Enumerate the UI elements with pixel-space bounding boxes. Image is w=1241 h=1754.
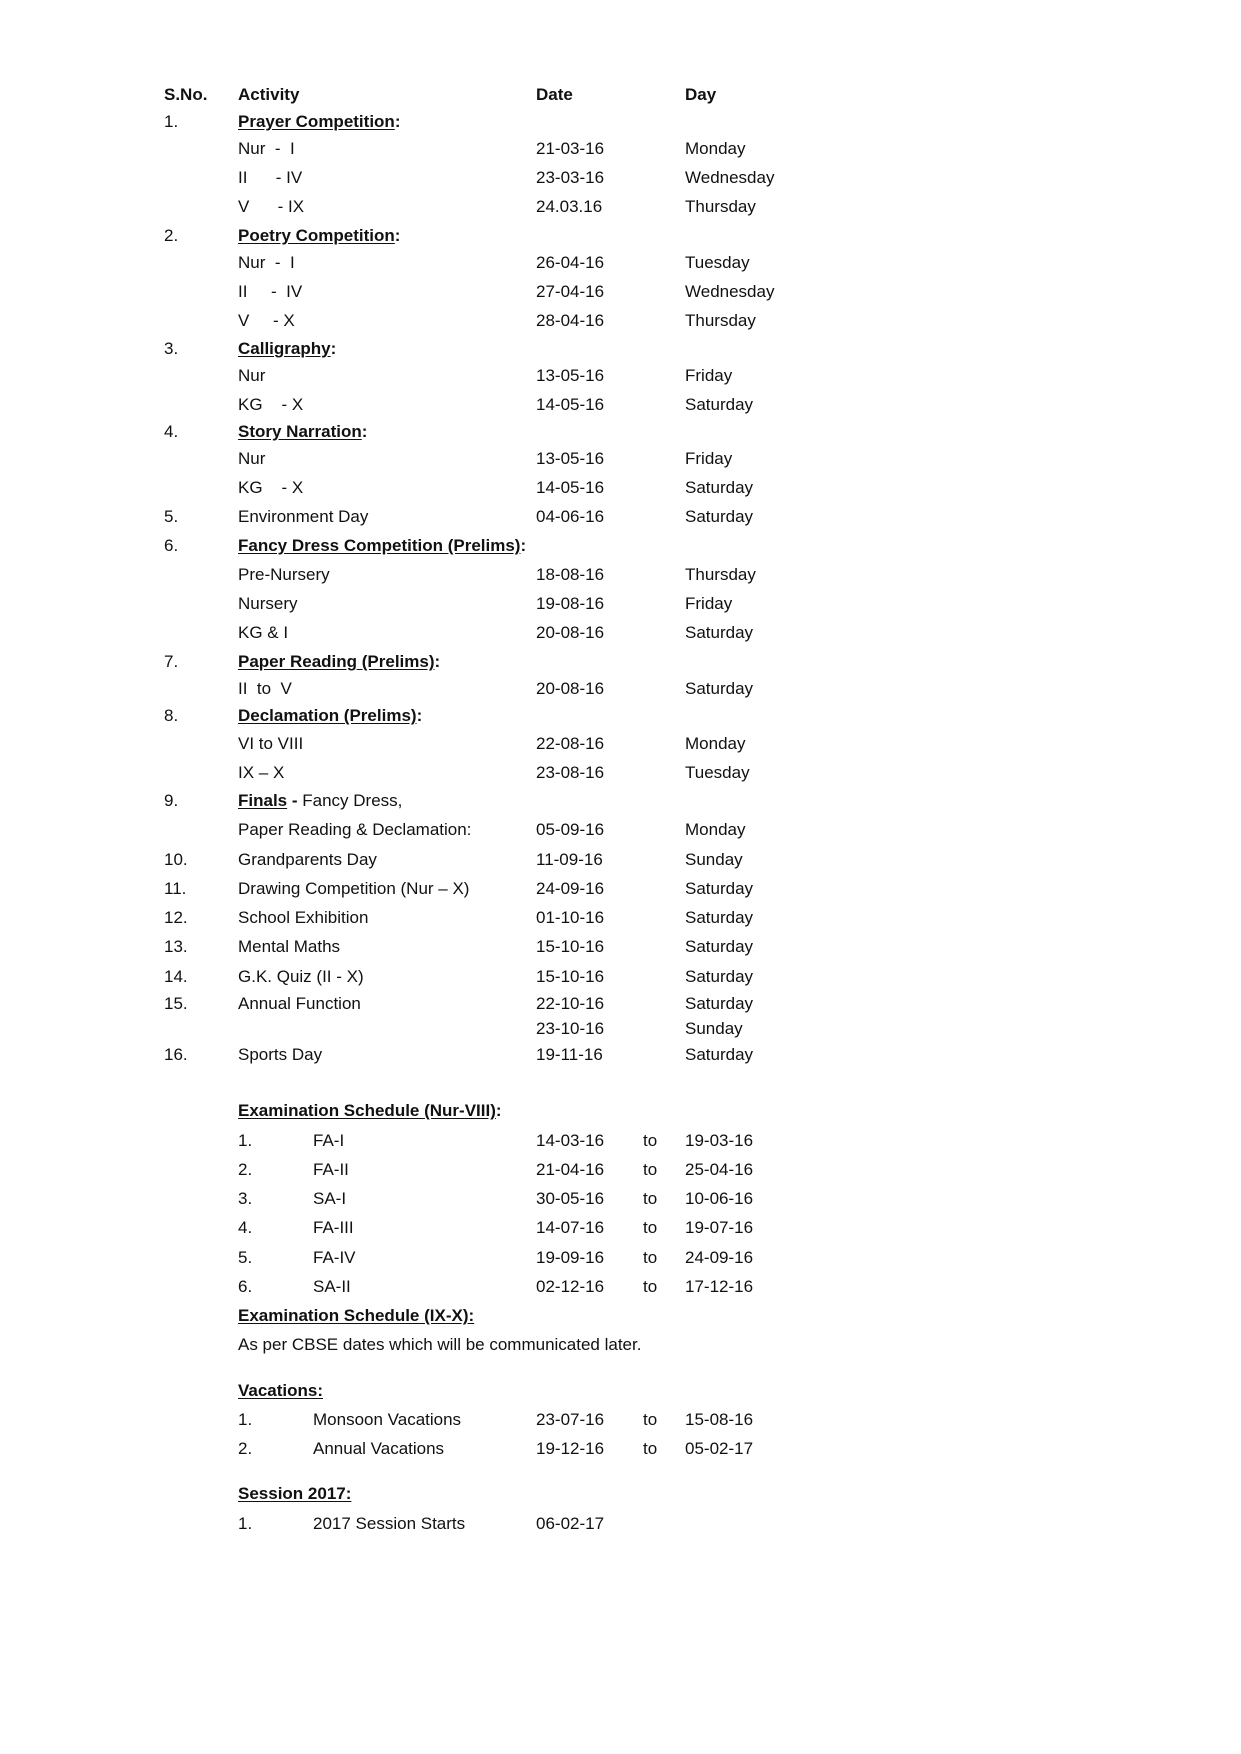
- activity-date: 27-04-16: [536, 282, 605, 301]
- activity-day: Saturday: [685, 623, 754, 642]
- activity-section-title: Finals: [238, 791, 288, 810]
- exam-name: FA-I: [313, 1131, 345, 1150]
- to-word: to: [643, 1218, 658, 1237]
- activity-day: Thursday: [685, 311, 756, 330]
- activity-label: Annual Function: [238, 994, 361, 1013]
- activity-day: Friday: [685, 366, 733, 385]
- serial-number: 7.: [164, 652, 179, 671]
- exam-name: SA-II: [313, 1277, 351, 1296]
- activity-label: V - X: [238, 311, 295, 330]
- activity-day: Wednesday: [685, 282, 775, 301]
- exam-start-date: 19-09-16: [536, 1248, 605, 1267]
- exam-start-date: 02-12-16: [536, 1277, 605, 1296]
- to-word: to: [643, 1131, 658, 1150]
- activity-day: Tuesday: [685, 253, 750, 272]
- activity-day: Tuesday: [685, 763, 750, 782]
- activity-day: Saturday: [685, 967, 754, 986]
- serial-number: 9.: [164, 791, 179, 810]
- activity-date: 18-08-16: [536, 565, 605, 584]
- exam-start-date: 14-03-16: [536, 1131, 605, 1150]
- activity-label: Nur - I: [238, 253, 295, 272]
- serial-number: 15.: [164, 994, 188, 1013]
- exam-start-date: 30-05-16: [536, 1189, 605, 1208]
- exam-end-date: 24-09-16: [685, 1248, 754, 1267]
- exam-start-date: 14-07-16: [536, 1218, 605, 1237]
- heading-rest: Fancy Dress,: [302, 791, 403, 810]
- activity-label: Nur - I: [238, 139, 295, 158]
- to-word: to: [643, 1189, 658, 1208]
- activity-date: 05-09-16: [536, 820, 605, 839]
- heading-separator: :: [330, 339, 337, 358]
- activity-day: Saturday: [685, 679, 754, 698]
- heading-separator: :: [361, 422, 368, 441]
- vacation-end-date: 15-08-16: [685, 1410, 754, 1429]
- activity-section-heading: [238, 706, 422, 726]
- activity-section-title: Prayer Competition: [238, 112, 395, 131]
- vacation-start-date: 19-12-16: [536, 1439, 605, 1458]
- exam-row-number: 5.: [238, 1248, 253, 1267]
- serial-number: 1.: [164, 112, 179, 131]
- exam-row-number: 4.: [238, 1218, 253, 1237]
- heading-separator: :: [394, 226, 401, 245]
- activity-label: Paper Reading & Declamation:: [238, 820, 472, 839]
- activity-date: 13-05-16: [536, 366, 605, 385]
- activity-section-heading: [238, 339, 336, 359]
- activity-day: Saturday: [685, 908, 754, 927]
- activity-date: 15-10-16: [536, 937, 605, 956]
- activity-section-heading: [238, 422, 367, 442]
- heading-separator: :: [434, 652, 441, 671]
- exam-nur-title: Examination Schedule (Nur-VIII): [238, 1101, 496, 1120]
- session-title: Session 2017:: [238, 1484, 352, 1503]
- activity-day: Wednesday: [685, 168, 775, 187]
- activity-date: 23-10-16: [536, 1019, 605, 1038]
- exam-row-number: 2.: [238, 1160, 253, 1179]
- activity-label: Sports Day: [238, 1045, 323, 1064]
- exam-name: FA-III: [313, 1218, 354, 1237]
- exam-name: SA-I: [313, 1189, 347, 1208]
- activity-day: Saturday: [685, 937, 754, 956]
- heading-separator: :: [495, 1101, 502, 1120]
- activity-label: IX – X: [238, 763, 285, 782]
- activity-section-title: Poetry Competition: [238, 226, 395, 245]
- activity-date: 15-10-16: [536, 967, 605, 986]
- to-word: to: [643, 1439, 658, 1458]
- exam-row-number: 1.: [238, 1131, 253, 1150]
- activity-section-title: Fancy Dress Competition (Prelims): [238, 536, 521, 555]
- activity-label: Environment Day: [238, 507, 369, 526]
- activity-label: Nursery: [238, 594, 298, 613]
- activity-label: KG - X: [238, 478, 304, 497]
- header-sno: S.No.: [164, 85, 208, 104]
- serial-number: 12.: [164, 908, 188, 927]
- activity-label: II to V: [238, 679, 292, 698]
- session-name: 2017 Session Starts: [313, 1514, 466, 1533]
- serial-number: 16.: [164, 1045, 188, 1064]
- heading-separator: -: [287, 791, 303, 810]
- serial-number: 4.: [164, 422, 179, 441]
- activity-label: Grandparents Day: [238, 850, 377, 869]
- activity-date: 23-08-16: [536, 763, 605, 782]
- exam-ix-note: As per CBSE dates which will be communicated later.: [238, 1335, 642, 1354]
- activity-day: Sunday: [685, 1019, 743, 1038]
- vacation-name: Monsoon Vacations: [313, 1410, 462, 1429]
- activity-section-title: Calligraphy: [238, 339, 331, 358]
- vacation-end-date: 05-02-17: [685, 1439, 754, 1458]
- heading-separator: :: [394, 112, 401, 131]
- activity-day: Thursday: [685, 565, 756, 584]
- activity-date: 19-11-16: [536, 1045, 603, 1064]
- activity-label: Nur: [238, 366, 266, 385]
- exam-ix-title: Examination Schedule (IX-X):: [238, 1306, 475, 1325]
- exam-end-date: 10-06-16: [685, 1189, 754, 1208]
- activity-date: 28-04-16: [536, 311, 605, 330]
- serial-number: 11.: [164, 879, 187, 898]
- serial-number: 8.: [164, 706, 179, 725]
- vacation-row-number: 1.: [238, 1410, 253, 1429]
- vacation-start-date: 23-07-16: [536, 1410, 605, 1429]
- exam-name: FA-IV: [313, 1248, 356, 1267]
- activity-date: 24.03.16: [536, 197, 603, 216]
- activity-label: KG & I: [238, 623, 289, 642]
- exam-start-date: 21-04-16: [536, 1160, 605, 1179]
- activity-day: Saturday: [685, 994, 754, 1013]
- exam-end-date: 19-03-16: [685, 1131, 754, 1150]
- activity-label: V - IX: [238, 197, 305, 216]
- serial-number: 3.: [164, 339, 179, 358]
- activity-date: 04-06-16: [536, 507, 605, 526]
- activity-day: Saturday: [685, 1045, 754, 1064]
- activity-day: Saturday: [685, 507, 754, 526]
- activity-day: Friday: [685, 449, 733, 468]
- heading-separator: :: [416, 706, 423, 725]
- exam-nur-heading: [238, 1101, 502, 1121]
- to-word: to: [643, 1160, 658, 1179]
- serial-number: 10.: [164, 850, 188, 869]
- exam-end-date: 17-12-16: [685, 1277, 754, 1296]
- activity-label: II - IV: [238, 168, 303, 187]
- activity-label: Mental Maths: [238, 937, 341, 956]
- activity-day: Monday: [685, 734, 746, 753]
- activity-date: 19-08-16: [536, 594, 605, 613]
- activity-date: 22-10-16: [536, 994, 605, 1013]
- activity-section-heading: [238, 536, 526, 556]
- session-row-number: 1.: [238, 1514, 253, 1533]
- activity-date: 20-08-16: [536, 623, 605, 642]
- exam-end-date: 19-07-16: [685, 1218, 754, 1237]
- activity-section-title: Declamation (Prelims): [238, 706, 417, 725]
- activity-section-title: Story Narration: [238, 422, 362, 441]
- exam-row-number: 6.: [238, 1277, 253, 1296]
- activity-label: KG - X: [238, 395, 304, 414]
- activity-day: Monday: [685, 820, 746, 839]
- serial-number: 14.: [164, 967, 188, 986]
- activity-date: 24-09-16: [536, 879, 605, 898]
- heading-separator: :: [520, 536, 527, 555]
- to-word: to: [643, 1277, 658, 1296]
- activity-date: 26-04-16: [536, 253, 605, 272]
- session-date: 06-02-17: [536, 1514, 605, 1533]
- exam-name: FA-II: [313, 1160, 349, 1179]
- activity-section-heading: [238, 112, 400, 132]
- to-word: to: [643, 1410, 658, 1429]
- activity-day: Friday: [685, 594, 733, 613]
- activity-label: II - IV: [238, 282, 303, 301]
- activity-section-heading: [238, 652, 440, 672]
- activity-date: 23-03-16: [536, 168, 605, 187]
- exam-end-date: 25-04-16: [685, 1160, 754, 1179]
- serial-number: 5.: [164, 507, 179, 526]
- serial-number: 2.: [164, 226, 179, 245]
- activity-day: Saturday: [685, 478, 754, 497]
- header-day: Day: [685, 85, 717, 104]
- activity-day: Thursday: [685, 197, 756, 216]
- vacation-row-number: 2.: [238, 1439, 253, 1458]
- activity-date: 14-05-16: [536, 395, 605, 414]
- activity-label: Drawing Competition (Nur – X): [238, 879, 470, 898]
- activity-label: School Exhibition: [238, 908, 369, 927]
- activity-label: Pre-Nursery: [238, 565, 330, 584]
- serial-number: 13.: [164, 937, 188, 956]
- activity-date: 01-10-16: [536, 908, 605, 927]
- header-activity: Activity: [238, 85, 300, 104]
- activity-label: VI to VIII: [238, 734, 304, 753]
- activity-label: Nur: [238, 449, 266, 468]
- activity-section-heading: [238, 791, 402, 811]
- header-date: Date: [536, 85, 573, 104]
- activity-day: Saturday: [685, 879, 754, 898]
- activity-day: Monday: [685, 139, 746, 158]
- vacations-title: Vacations:: [238, 1381, 324, 1400]
- activity-date: 22-08-16: [536, 734, 605, 753]
- vacation-name: Annual Vacations: [313, 1439, 445, 1458]
- serial-number: 6.: [164, 536, 179, 555]
- exam-row-number: 3.: [238, 1189, 253, 1208]
- activity-section-title: Paper Reading (Prelims): [238, 652, 435, 671]
- activity-section-heading: [238, 226, 400, 246]
- activity-date: 21-03-16: [536, 139, 605, 158]
- to-word: to: [643, 1248, 658, 1267]
- activity-day: Saturday: [685, 395, 754, 414]
- activity-date: 11-09-16: [536, 850, 603, 869]
- activity-day: Sunday: [685, 850, 743, 869]
- activity-date: 20-08-16: [536, 679, 605, 698]
- activity-label: G.K. Quiz (II - X): [238, 967, 364, 986]
- activity-date: 14-05-16: [536, 478, 605, 497]
- activity-date: 13-05-16: [536, 449, 605, 468]
